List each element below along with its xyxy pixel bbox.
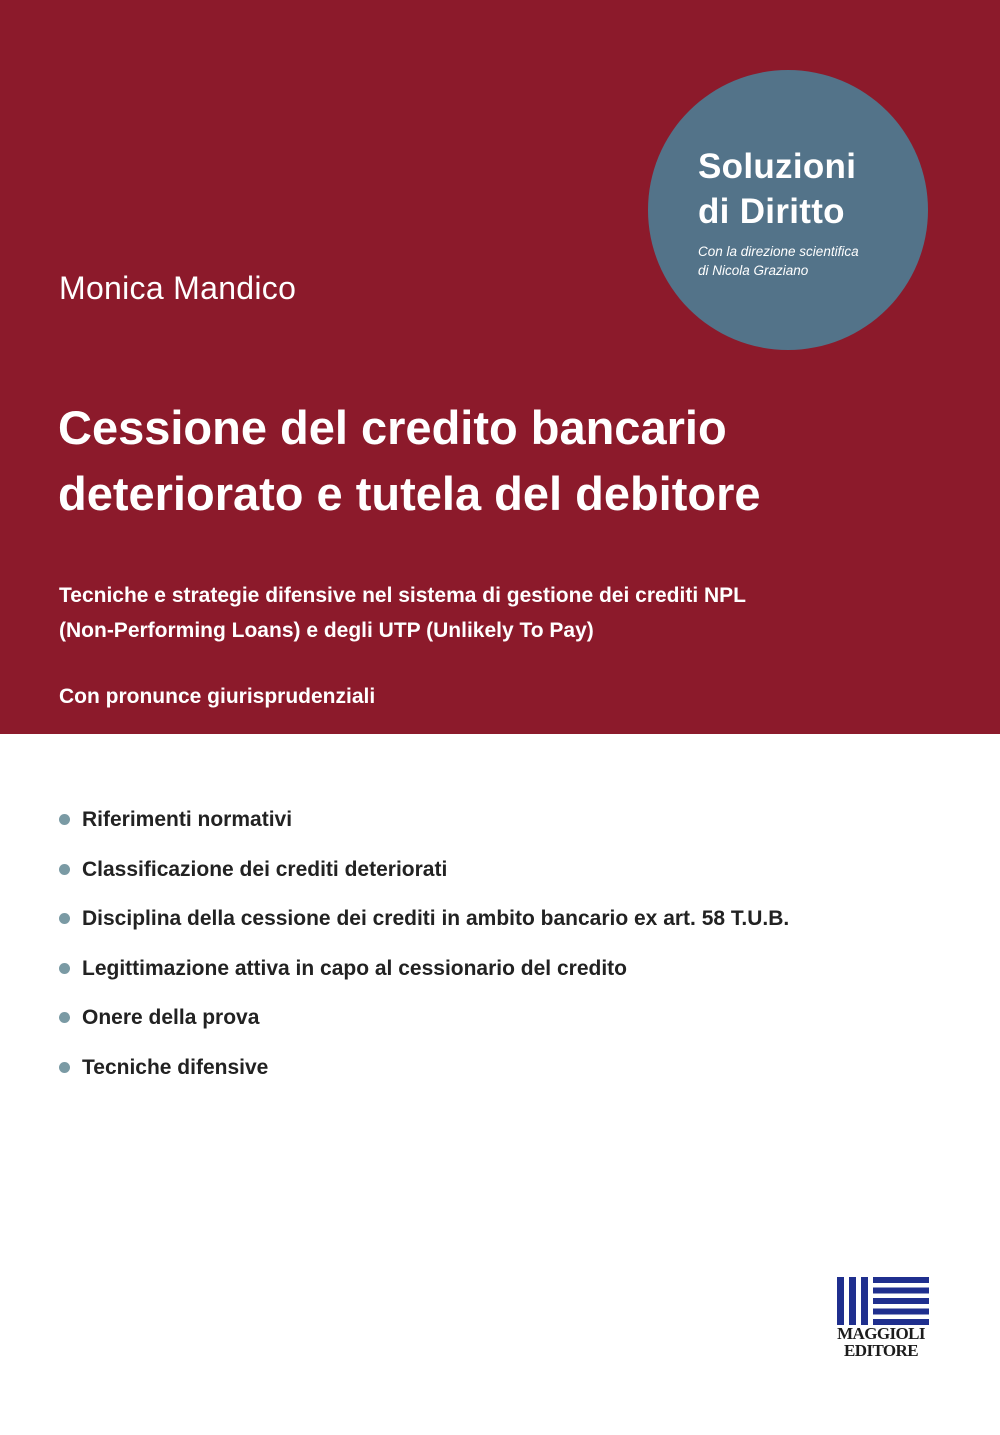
bullet-icon xyxy=(59,1062,70,1073)
bullet-icon xyxy=(59,814,70,825)
publisher-logo xyxy=(833,1277,929,1363)
bullet-icon xyxy=(59,864,70,875)
topic-item xyxy=(58,1048,789,1098)
topic-item xyxy=(58,998,789,1048)
topic-item xyxy=(58,899,789,949)
author-name: Monica Mandico xyxy=(59,270,297,306)
topic-label: Disciplina della cessione dei crediti in ambito bancario ex art. 58 T.U.B. xyxy=(82,907,790,931)
topic-item xyxy=(58,850,789,900)
publisher-logo-icon xyxy=(837,1277,929,1325)
book-title: Cessione del credito bancario deteriorato e tutela del debitore xyxy=(58,401,761,520)
series-direction: Con la direzione scientifica di Nicola Graziano xyxy=(698,244,859,278)
topic-label: Legittimazione attiva in capo al cessionario del credito xyxy=(82,956,627,980)
topic-item xyxy=(58,800,789,850)
bullet-icon xyxy=(59,1012,70,1023)
series-title: Soluzioni di Diritto xyxy=(698,147,857,231)
book-subtitle: Tecniche e strategie difensive nel sistema di gestione dei crediti NPL (Non-Performing Loans) e degli UTP (Unlikely To Pay) xyxy=(59,584,747,642)
topic-label: Onere della prova xyxy=(82,1006,260,1030)
topic-item xyxy=(58,949,789,999)
publisher-name: MAGGIOLI EDITORE xyxy=(837,1324,925,1360)
series-badge xyxy=(648,70,928,350)
book-note: Con pronunce giurisprudenziali xyxy=(59,685,376,708)
topics-list xyxy=(58,800,789,1098)
topic-label: Classificazione dei crediti deteriorati xyxy=(82,857,448,881)
bullet-icon xyxy=(59,913,70,924)
topic-label: Riferimenti normativi xyxy=(82,808,293,831)
bullet-icon xyxy=(59,963,70,974)
topic-label: Tecniche difensive xyxy=(82,1055,269,1079)
